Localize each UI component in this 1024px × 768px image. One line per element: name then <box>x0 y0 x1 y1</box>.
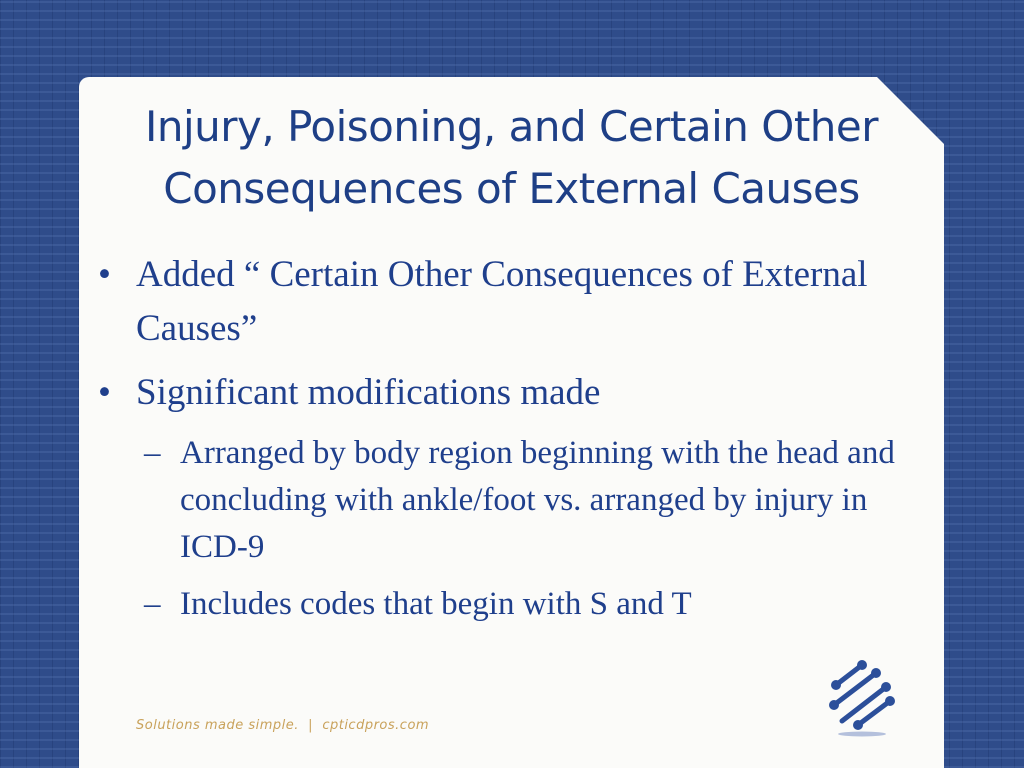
sub-bullet-marker: – <box>144 586 161 622</box>
sub-bullet-text: Includes codes that begin with S and T <box>180 586 692 622</box>
slide-title <box>79 96 944 220</box>
bullet-item <box>98 248 938 356</box>
sub-bullet-item <box>144 430 938 571</box>
sub-bullet-text: Arranged by body region beginning with the head and concluding with ankle/foot vs. arranged by injury in ICD-9 <box>180 435 895 565</box>
bullet-text: Added “ Certain Other Consequences of External Causes” <box>136 254 868 349</box>
bullet-marker: • <box>98 254 111 295</box>
slide-title-line-1: Injury, Poisoning, and Certain Other <box>144 102 879 151</box>
bullet-list <box>98 248 938 638</box>
bullet-marker: • <box>98 372 111 413</box>
sub-bullet-item <box>144 581 938 628</box>
circuit-logo-icon <box>824 655 908 739</box>
bullet-item <box>98 366 938 420</box>
footer-tagline: Solutions made simple. | cpticdpros.com <box>136 718 430 733</box>
bullet-text: Significant modifications made <box>136 372 601 413</box>
sub-bullet-marker: – <box>144 435 161 471</box>
slide-title-line-2: Consequences of External Causes <box>163 164 860 213</box>
